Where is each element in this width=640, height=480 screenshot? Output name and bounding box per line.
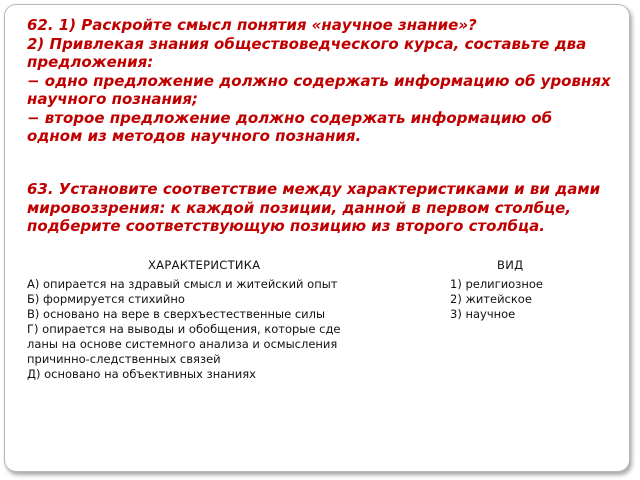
question-62-line: 62. 1) Раскройте смысл понятия «научное знание»? (27, 16, 477, 34)
question-62-line: 2) Привлекая знания обществоведческого курса, составьте два предложения: (27, 34, 587, 71)
question-62-line: − одно предложение должно содержать информацию об уровнях научного познания; (27, 71, 611, 108)
characteristic-item: ланы на основе системного анализа и осмысления (27, 337, 338, 351)
characteristics-list (27, 277, 427, 382)
question-63-text: 63. Установите соответствие между характеристиками и ви дами мировоззрения: к каждой позиции, данной в первом столбце, подберите соответствующую позицию из второго столбца. (27, 180, 601, 235)
characteristic-item: Г) опирается на выводы и обобщения, которые сде (27, 322, 341, 336)
characteristic-item: Д) основано на объективных знаниях (27, 367, 256, 381)
question-62 (27, 16, 612, 146)
kind-item: 2) житейское (450, 292, 532, 306)
question-63 (27, 180, 612, 236)
kind-item: 3) научное (450, 307, 516, 321)
header-characteristic: ХАРАКТЕРИСТИКА (148, 258, 261, 272)
header-kind: ВИД (497, 258, 524, 272)
characteristic-item: Б) формируется стихийно (27, 292, 185, 306)
characteristic-item: В) основано на вере в сверхъестественные силы (27, 307, 326, 321)
question-62-line: − второе предложение должно содержать информацию об одном из методов научного познания. (27, 108, 553, 145)
kinds-list (450, 277, 610, 322)
characteristic-item: причинно-следственных связей (27, 352, 221, 366)
kind-item: 1) религиозное (450, 277, 543, 291)
characteristic-item: А) опирается на здравый смысл и житейский опыт (27, 277, 338, 291)
